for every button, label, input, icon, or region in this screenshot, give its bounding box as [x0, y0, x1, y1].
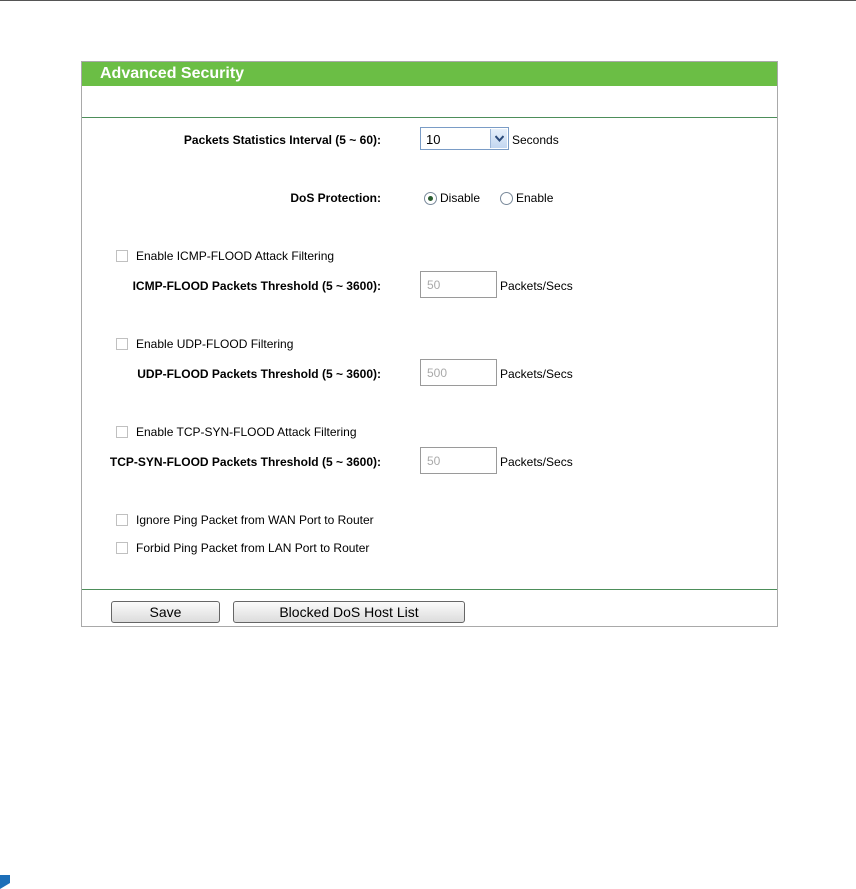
forbid-lan-ping-label[interactable]: Forbid Ping Packet from LAN Port to Router — [136, 541, 370, 555]
interval-select[interactable] — [420, 127, 509, 150]
save-button[interactable]: Save — [111, 601, 220, 623]
dos-enable-label[interactable]: Enable — [516, 191, 554, 205]
top-divider — [0, 0, 856, 1]
udp-threshold-unit: Packets/Secs — [500, 367, 573, 381]
dos-protection-label: DoS Protection: — [290, 191, 381, 205]
udp-filter-label[interactable]: Enable UDP-FLOOD Filtering — [136, 337, 294, 351]
tcp-syn-filter-checkbox[interactable] — [116, 426, 128, 438]
chevron-down-icon[interactable] — [490, 129, 507, 148]
panel-title: Advanced Security — [100, 65, 245, 82]
tcp-syn-filter-label[interactable]: Enable TCP-SYN-FLOOD Attack Filtering — [136, 425, 357, 439]
ignore-wan-ping-checkbox[interactable] — [116, 514, 128, 526]
blocked-dos-host-list-button[interactable]: Blocked DoS Host List — [233, 601, 465, 623]
udp-filter-checkbox[interactable] — [116, 338, 128, 350]
footer-divider — [82, 589, 777, 590]
panel-header — [82, 62, 777, 86]
tcp-syn-threshold-input[interactable]: 50 — [420, 447, 497, 474]
icmp-filter-label[interactable]: Enable ICMP-FLOOD Attack Filtering — [136, 249, 335, 263]
dos-disable-radio[interactable] — [424, 192, 437, 205]
ignore-wan-ping-label[interactable]: Ignore Ping Packet from WAN Port to Router — [136, 513, 374, 527]
advanced-security-panel — [81, 61, 778, 627]
header-divider — [82, 117, 777, 118]
icmp-threshold-unit: Packets/Secs — [500, 279, 573, 293]
interval-label: Packets Statistics Interval (5 ~ 60): — [183, 133, 381, 147]
dos-disable-label[interactable]: Disable — [440, 191, 481, 205]
interval-unit: Seconds — [512, 133, 559, 147]
icmp-threshold-label: ICMP-FLOOD Packets Threshold (5 ~ 3600): — [132, 279, 381, 293]
tcp-syn-threshold-label: TCP-SYN-FLOOD Packets Threshold (5 ~ 3600): — [109, 455, 381, 469]
udp-threshold-input[interactable]: 500 — [420, 359, 497, 386]
interval-value: 10 — [426, 132, 441, 147]
tcp-syn-threshold-unit: Packets/Secs — [500, 455, 573, 469]
forbid-lan-ping-checkbox[interactable] — [116, 542, 128, 554]
icmp-filter-checkbox[interactable] — [116, 250, 128, 262]
icmp-threshold-input[interactable]: 50 — [420, 271, 497, 298]
dos-enable-radio[interactable] — [500, 192, 513, 205]
bookmark-icon — [0, 875, 10, 889]
udp-threshold-label: UDP-FLOOD Packets Threshold (5 ~ 3600): — [137, 367, 381, 381]
